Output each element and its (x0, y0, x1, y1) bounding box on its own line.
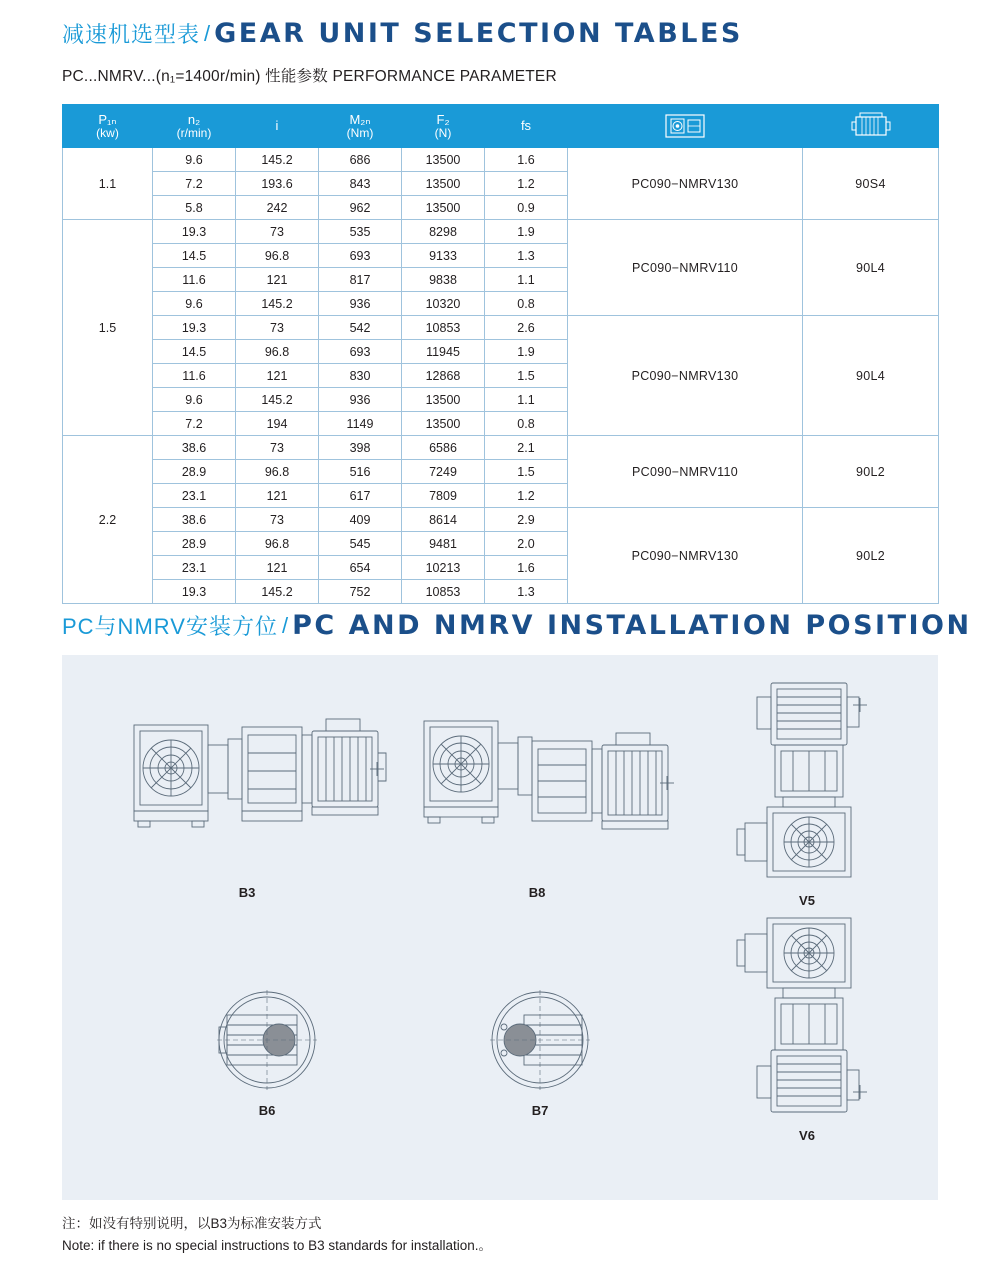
cell-m2n: 830 (319, 364, 402, 388)
section-title-installation-position (62, 610, 972, 641)
section-title-slash: / (281, 612, 289, 638)
cell-m2n: 409 (319, 508, 402, 532)
table-row (63, 316, 939, 340)
cell-i: 73 (236, 436, 319, 460)
cell-fr2: 13500 (402, 172, 485, 196)
cell-power: 1.5 (63, 220, 153, 436)
cell-n2: 28.9 (153, 460, 236, 484)
cell-i: 121 (236, 268, 319, 292)
cell-n2: 7.2 (153, 172, 236, 196)
cell-n2: 9.6 (153, 292, 236, 316)
cell-m2n: 817 (319, 268, 402, 292)
cell-i: 121 (236, 556, 319, 580)
cell-fr2: 10213 (402, 556, 485, 580)
cell-fs: 1.9 (485, 340, 568, 364)
cell-n2: 23.1 (153, 484, 236, 508)
cell-fr2: 10853 (402, 580, 485, 604)
cell-fs: 0.9 (485, 196, 568, 220)
cell-n2: 19.3 (153, 220, 236, 244)
cell-fr2: 10320 (402, 292, 485, 316)
cell-i: 145.2 (236, 388, 319, 412)
section-title-en: PC AND NMRV INSTALLATION POSITION (292, 610, 972, 641)
cell-fs: 2.6 (485, 316, 568, 340)
cell-fs: 1.9 (485, 220, 568, 244)
table-header-row (63, 105, 939, 148)
cell-fs: 2.9 (485, 508, 568, 532)
note-chinese: 注：如没有特别说明，以B3为标准安装方式 (62, 1216, 322, 1231)
cell-n2: 28.9 (153, 532, 236, 556)
cell-fr2: 7809 (402, 484, 485, 508)
page-title-en: GEAR UNIT SELECTION TABLES (214, 18, 743, 49)
cell-i: 121 (236, 484, 319, 508)
figure-b3 (122, 705, 372, 900)
cell-i: 121 (236, 364, 319, 388)
figure-label-b3: B3 (238, 885, 256, 900)
cell-m2n: 535 (319, 220, 402, 244)
cell-power: 2.2 (63, 436, 153, 604)
cell-m2n: 962 (319, 196, 402, 220)
cell-fr2: 11945 (402, 340, 485, 364)
page-title-gear-unit-selection (62, 18, 743, 49)
cell-n2: 38.6 (153, 508, 236, 532)
cell-m2n: 693 (319, 340, 402, 364)
cell-fr2: 8614 (402, 508, 485, 532)
cell-m2n: 686 (319, 148, 402, 172)
note-english: Note: if there is no special instructions to B3 standards for installation.。 (62, 1238, 492, 1253)
cell-i: 96.8 (236, 340, 319, 364)
figure-label-v5: V5 (799, 893, 815, 908)
table-row (63, 436, 939, 460)
cell-m2n: 1149 (319, 412, 402, 436)
cell-fs: 1.5 (485, 460, 568, 484)
cell-motor: 90L4 (803, 220, 939, 316)
cell-model: PC090−NMRV130 (568, 148, 803, 220)
figure-label-b8: B8 (528, 885, 546, 900)
cell-m2n: 936 (319, 292, 402, 316)
cell-fr2: 12868 (402, 364, 485, 388)
cell-fs: 2.0 (485, 532, 568, 556)
cell-motor: 90S4 (803, 148, 939, 220)
cell-i: 145.2 (236, 580, 319, 604)
cell-power: 1.1 (63, 148, 153, 220)
cell-model: PC090−NMRV110 (568, 436, 803, 508)
cell-fs: 1.2 (485, 172, 568, 196)
cell-fr2: 9838 (402, 268, 485, 292)
cell-m2n: 936 (319, 388, 402, 412)
section-title-cn: PC与NMRV安装方位 (62, 614, 278, 639)
cell-i: 193.6 (236, 172, 319, 196)
figure-b6 (207, 985, 327, 1118)
cell-motor: 90L2 (803, 508, 939, 604)
col-header-i: i (236, 105, 319, 148)
cell-n2: 5.8 (153, 196, 236, 220)
page-title-slash: / (204, 20, 211, 46)
col-header-fr2: F₂ (N) (402, 105, 485, 148)
cell-fs: 0.8 (485, 412, 568, 436)
cell-i: 73 (236, 220, 319, 244)
cell-i: 73 (236, 508, 319, 532)
cell-fr2: 13500 (402, 196, 485, 220)
cell-n2: 38.6 (153, 436, 236, 460)
cell-fr2: 9481 (402, 532, 485, 556)
col-header-n2: n₂ (r/min) (153, 105, 236, 148)
cell-n2: 9.6 (153, 148, 236, 172)
figure-b8 (412, 705, 662, 900)
cell-m2n: 843 (319, 172, 402, 196)
cell-i: 96.8 (236, 244, 319, 268)
cell-fr2: 8298 (402, 220, 485, 244)
cell-i: 194 (236, 412, 319, 436)
figure-label-b6: B6 (258, 1103, 276, 1118)
cell-n2: 7.2 (153, 412, 236, 436)
cell-i: 145.2 (236, 148, 319, 172)
cell-fr2: 10853 (402, 316, 485, 340)
performance-parameter-subtitle: PC...NMRV...(n₁=1400r/min) 性能参数 PERFORMANCE PARAMETER (62, 68, 557, 85)
cell-fs: 1.2 (485, 484, 568, 508)
cell-fr2: 13500 (402, 148, 485, 172)
cell-n2: 19.3 (153, 316, 236, 340)
cell-m2n: 398 (319, 436, 402, 460)
cell-i: 73 (236, 316, 319, 340)
cell-fs: 1.6 (485, 556, 568, 580)
col-header-m2n: M₂ₙ (Nm) (319, 105, 402, 148)
cell-fr2: 13500 (402, 412, 485, 436)
figure-b7 (480, 985, 600, 1118)
cell-n2: 14.5 (153, 244, 236, 268)
cell-m2n: 617 (319, 484, 402, 508)
cell-fs: 1.5 (485, 364, 568, 388)
performance-table (62, 104, 939, 604)
table-row (63, 148, 939, 172)
figure-v5 (717, 675, 897, 908)
motor-icon (803, 105, 939, 148)
cell-fs: 2.1 (485, 436, 568, 460)
cell-fs: 1.3 (485, 580, 568, 604)
cell-fs: 1.1 (485, 268, 568, 292)
cell-n2: 11.6 (153, 364, 236, 388)
cell-n2: 19.3 (153, 580, 236, 604)
cell-model: PC090−NMRV130 (568, 316, 803, 436)
cell-fs: 1.1 (485, 388, 568, 412)
cell-fs: 1.3 (485, 244, 568, 268)
cell-fr2: 7249 (402, 460, 485, 484)
table-row (63, 220, 939, 244)
cell-m2n: 545 (319, 532, 402, 556)
cell-model: PC090−NMRV110 (568, 220, 803, 316)
cell-fr2: 6586 (402, 436, 485, 460)
cell-m2n: 693 (319, 244, 402, 268)
figure-label-v6: V6 (799, 1128, 815, 1143)
page-title-cn: 减速机选型表 (62, 22, 201, 47)
cell-fs: 1.6 (485, 148, 568, 172)
cell-m2n: 752 (319, 580, 402, 604)
cell-i: 96.8 (236, 460, 319, 484)
col-header-p1n: P₁ₙ (kw) (63, 105, 153, 148)
table-row (63, 508, 939, 532)
cell-model: PC090−NMRV130 (568, 508, 803, 604)
col-header-fs: fs (485, 105, 568, 148)
figure-v6 (717, 910, 897, 1143)
cell-m2n: 516 (319, 460, 402, 484)
cell-n2: 14.5 (153, 340, 236, 364)
gear-unit-icon (568, 105, 803, 148)
cell-fr2: 9133 (402, 244, 485, 268)
cell-fr2: 13500 (402, 388, 485, 412)
cell-n2: 11.6 (153, 268, 236, 292)
installation-diagram-panel (62, 655, 938, 1200)
cell-m2n: 654 (319, 556, 402, 580)
cell-i: 96.8 (236, 532, 319, 556)
cell-n2: 23.1 (153, 556, 236, 580)
cell-fs: 0.8 (485, 292, 568, 316)
cell-m2n: 542 (319, 316, 402, 340)
cell-motor: 90L2 (803, 436, 939, 508)
cell-motor: 90L4 (803, 316, 939, 436)
cell-i: 242 (236, 196, 319, 220)
cell-n2: 9.6 (153, 388, 236, 412)
figure-label-b7: B7 (531, 1103, 549, 1118)
cell-i: 145.2 (236, 292, 319, 316)
